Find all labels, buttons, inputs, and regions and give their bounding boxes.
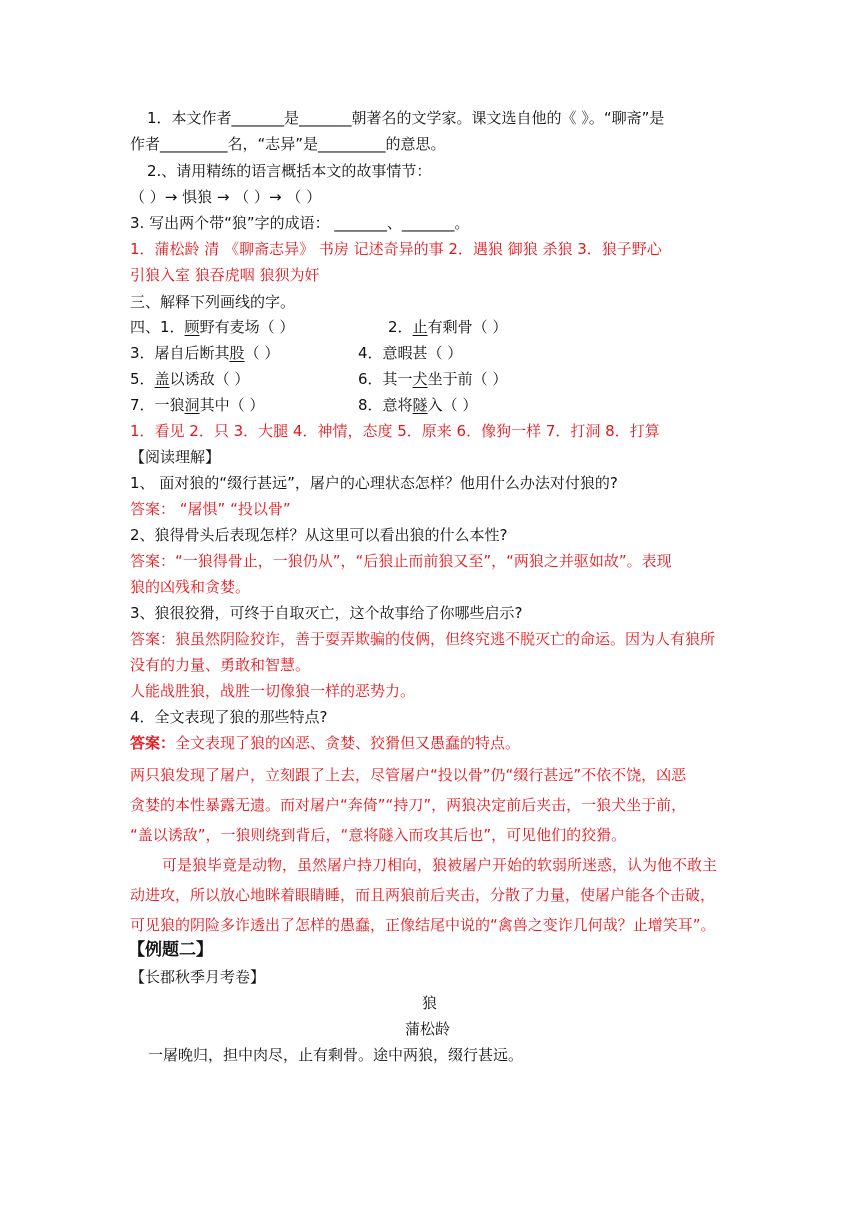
vocab-item-5: 5．盖以诱敌（ ）	[130, 370, 250, 388]
answer-block-1-line-2: 引狼入室 狼吞虎咽 狼狈为奸	[130, 266, 320, 284]
vocab-item-4: 4．意暇甚（ ）	[358, 344, 463, 362]
reading-answer-3-line-3: 人能战胜狼，战胜一切像狼一样的恶势力。	[130, 682, 416, 700]
underlined-char: 顾	[184, 318, 200, 336]
underlined-char: 止	[412, 318, 428, 336]
question-1-line-1: 1．本文作者_______是_______朝著名的文学家。课文选自他的《 》。“聊斋”是	[147, 109, 665, 127]
analysis-paragraph-2-line-2: 动进攻，所以放心地眯着眼睛睡，而且两狼前后夹击，分散了力量，使屠户能各个击破，	[130, 886, 716, 904]
example-2-heading: 【例题二】	[128, 940, 213, 960]
reading-question-1: 1、 面对狼的“缀行甚远”，屠户的心理状态怎样？他用什么办法对付狼的?	[130, 474, 618, 492]
reading-answer-2-line-1: 答案：“一狼得骨止，一狼仍从”，“后狼止而前狼又至”，“两狼之并驱如故”。表现	[130, 552, 672, 570]
poem-author: 蒲松龄	[405, 1020, 451, 1038]
underlined-char: 洞	[184, 396, 200, 414]
reading-answer-3-line-2: 没有的力量、勇敢和智慧。	[130, 656, 311, 674]
analysis-paragraph-2-line-3: 可见狼的阴险多诈透出了怎样的愚蠢，正像结尾中说的“禽兽之变诈几何哉？止增笑耳”。	[130, 916, 716, 934]
analysis-paragraph-1-line-2: 贪婪的本性暴露无遗。而对屠户“奔倚”“持刀”，两狼决定前后夹击，一狼犬坐于前，	[130, 796, 687, 814]
section-3-heading: 三、解释下列画线的字。	[130, 293, 296, 311]
underlined-char: 隧	[412, 396, 428, 414]
reading-answer-3-line-1: 答案：狼虽然阴险狡诈，善于耍弄欺骗的伎俩，但终究逃不脱灭亡的命运。因为人有狼所	[130, 630, 716, 648]
reading-answer-2-line-2: 狼的凶残和贪婪。	[130, 578, 251, 596]
question-2-line-1: 2.、请用精练的语言概括本文的故事情节：	[147, 162, 432, 180]
analysis-paragraph-1-line-3: “盖以诱敌”，一狼则绕到背后，“意将隧入而攻其后也”，可见他们的狡猾。	[130, 826, 627, 844]
poem-title: 狼	[422, 994, 438, 1012]
answer-label: 答案：	[130, 734, 176, 752]
underlined-char: 盖	[154, 370, 170, 388]
question-2-line-2: （ ）→ 惧狼 → （ ）→ （ ）	[130, 188, 322, 206]
question-1-line-2: 作者_________名，“志异”是_________的意思。	[130, 135, 446, 153]
analysis-paragraph-2-line-1: 可是狼毕竟是动物，虽然屠户持刀相向，狼被屠户开始的软弱所迷惑，认为他不敢主	[162, 856, 718, 874]
reading-question-2: 2、狼得骨头后表现怎样？从这里可以看出狼的什么本性?	[130, 526, 508, 544]
vocab-item-3: 3．屠自后断其股（ ）	[130, 344, 280, 362]
vocab-item-1: 四、1．顾野有麦场（ ）	[130, 318, 295, 336]
vocab-item-8: 8．意将隧入（ ）	[358, 396, 478, 414]
underlined-char: 犬	[412, 370, 428, 388]
reading-answer-4: 答案：全文表现了狼的凶恶、贪婪、狡猾但又愚蠢的特点。	[130, 734, 521, 752]
answer-vocab: 1．看见 2．只 3．大腿 4．神情，态度 5．原来 6．像狗一样 7．打洞 8．打算	[130, 422, 660, 440]
vocab-item-7: 7．一狼洞其中（ ）	[130, 396, 265, 414]
reading-question-4: 4．全文表现了狼的那些特点?	[130, 708, 328, 726]
question-3: 3. 写出两个带“狼”字的成语： _______、_______。	[130, 214, 470, 232]
analysis-paragraph-1-line-1: 两只狼发现了屠户，立刻跟了上去，尽管屠户“投以骨”仍“缀行甚远”不依不饶，凶恶	[130, 766, 687, 784]
reading-question-3: 3、狼很狡猾，可终于自取灭亡，这个故事给了你哪些启示?	[130, 604, 523, 622]
reading-heading: 【阅读理解】	[130, 448, 221, 466]
exam-source: 【长郡秋季月考卷】	[130, 968, 266, 986]
vocab-item-6: 6．其一犬坐于前（ ）	[358, 370, 508, 388]
reading-answer-1: 答案： “屠惧” “投以骨”	[130, 500, 291, 518]
answer-block-1-line-1: 1．蒲松龄 清 《聊斋志异》 书房 记述奇异的事 2．遇狼 御狼 杀狼 3．狼子野心	[130, 240, 662, 258]
text-line-1: 一屠晚归，担中肉尽，止有剩骨。途中两狼，缀行甚远。	[148, 1046, 524, 1064]
vocab-item-2: 2．止有剩骨（ ）	[388, 318, 508, 336]
underlined-char: 股	[229, 344, 245, 362]
